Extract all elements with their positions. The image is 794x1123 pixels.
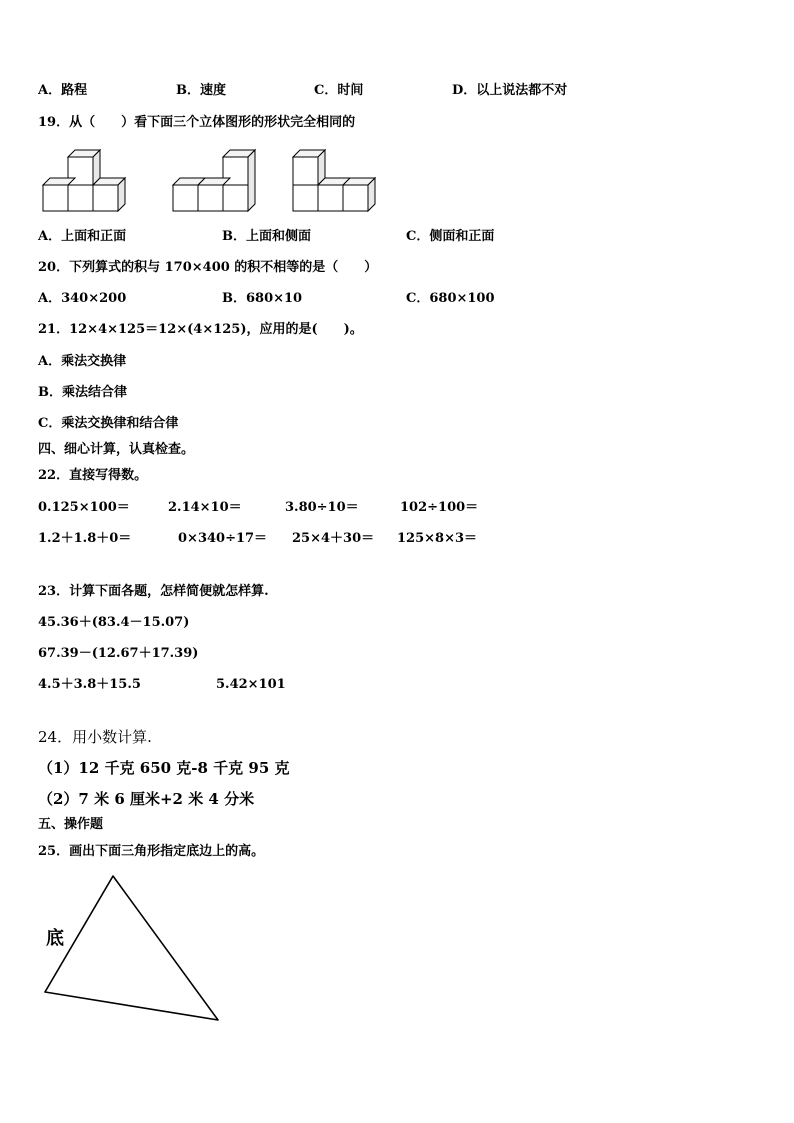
q23-stem: 23．计算下面各题，怎样简便就怎样算.	[38, 584, 269, 599]
q22-stem: 22．直接写得数。	[38, 468, 148, 483]
q24-item-1: （1）12 千克 650 克-8 千克 95 克	[38, 759, 290, 777]
q22-r1-item: 2.14×10＝	[168, 500, 242, 515]
q22-r2-item: 125×8×3＝	[397, 531, 478, 546]
q18-option-b: B．速度	[176, 83, 226, 98]
q22-r1-item: 0.125×100＝	[38, 500, 130, 515]
q22-r2-item: 1.2＋1.8＋0＝	[38, 531, 132, 546]
q19-option-c: C．侧面和正面	[406, 229, 495, 244]
q21-option-c: C．乘法交换律和结合律	[38, 416, 179, 431]
q23-item-3: 4.5＋3.8＋15.5	[38, 677, 141, 692]
q19-option-b: B．上面和侧面	[222, 229, 311, 244]
q23-item-4: 5.42×101	[216, 677, 286, 692]
q20-option-b: B．680×10	[222, 291, 303, 306]
q18-option-d: D．以上说法都不对	[452, 83, 568, 98]
q22-r1-item: 102÷100＝	[400, 500, 479, 515]
q22-r2-item: 0×340÷17＝	[178, 531, 268, 546]
q21-option-b: B．乘法结合律	[38, 385, 127, 400]
q20-stem: 20．下列算式的积与 170×400 的积不相等的是（ ）	[38, 260, 378, 275]
q22-r1-item: 3.80÷10＝	[285, 500, 359, 515]
q20-option-c: C．680×100	[406, 291, 495, 306]
q24-item-2: （2）7 米 6 厘米+2 米 4 分米	[38, 790, 255, 808]
q22-r2-item: 25×4＋30＝	[292, 531, 375, 546]
q24-stem: 24．用小数计算.	[38, 728, 152, 746]
q19-option-a: A．上面和正面	[38, 229, 127, 244]
q21-stem: 21．12×4×125＝12×(4×125)，应用的是( )。	[38, 322, 363, 337]
q23-item-2: 67.39－(12.67＋17.39)	[38, 646, 199, 661]
q18-option-c: C．时间	[314, 83, 364, 98]
q23-item-1: 45.36＋(83.4－15.07)	[38, 615, 190, 630]
section-5-title: 五、操作题	[38, 817, 104, 832]
q25-stem: 25．画出下面三角形指定底边上的高。	[38, 844, 265, 859]
q20-option-a: A．340×200	[38, 291, 127, 306]
q19-stem: 19．从（ ）看下面三个立体图形的形状完全相同的	[38, 115, 356, 130]
q18-option-a: A．路程	[38, 83, 88, 98]
base-label: 底	[46, 928, 64, 949]
section-4-title: 四、细心计算，认真检查。	[38, 442, 195, 457]
q21-option-a: A．乘法交换律	[38, 354, 127, 369]
